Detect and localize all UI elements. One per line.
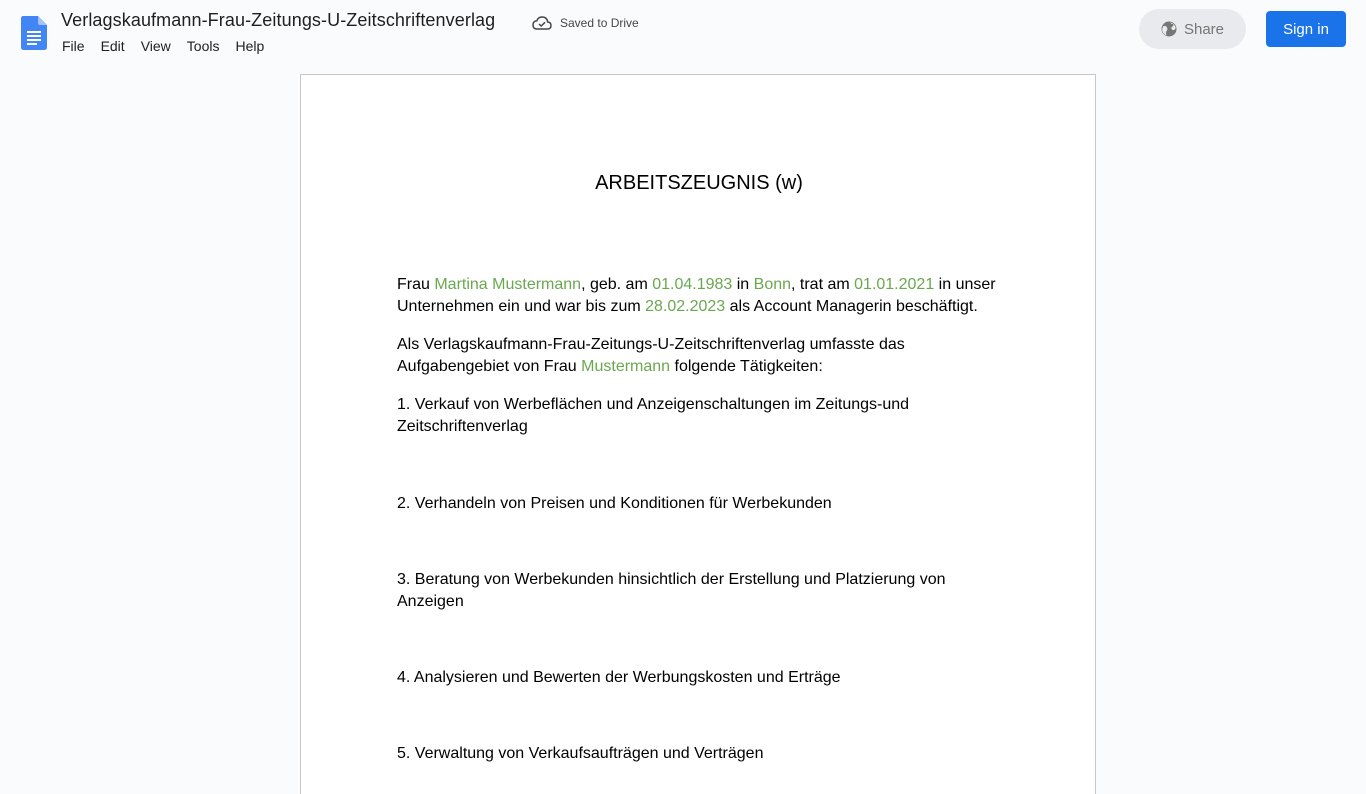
menu-help[interactable]: Help: [235, 38, 265, 54]
google-docs-icon[interactable]: [21, 16, 47, 50]
top-bar: [0, 0, 1366, 64]
intro-text: , geb. am: [581, 276, 653, 293]
menu-file[interactable]: File: [62, 38, 85, 54]
duties-intro-text: folgende Tätigkeiten:: [670, 358, 823, 375]
menu-view[interactable]: View: [140, 38, 171, 54]
duty-item: 3. Beratung von Werbekunden hinsichtlich der Erstellung und Platzierung von Anzeigen: [397, 571, 946, 610]
intro-text: Frau: [397, 276, 435, 293]
duty-item: 5. Verwaltung von Verkaufsaufträgen und Verträgen: [397, 745, 764, 762]
duty-item: 2. Verhandeln von Preisen und Konditionen für Werbekunden: [397, 495, 832, 512]
menu-bar: [54, 35, 272, 57]
intro-text: in unser Unternehmen ein und war bis zum: [397, 276, 996, 315]
share-label: Share: [1183, 20, 1225, 38]
share-button[interactable]: [1139, 9, 1246, 49]
birth-city: Bonn: [753, 276, 792, 293]
start-date: 01.01.2021: [854, 276, 935, 293]
duty-item: 4. Analysieren und Bewerten der Werbungskosten und Erträge: [397, 669, 841, 686]
duties-intro-text: Als Verlagskaufmann-Frau-Zeitungs-U-Zeitschriftenverlag umfasste das Aufgabengebiet von Frau: [397, 336, 905, 375]
duties-intro-paragraph: [397, 334, 1007, 378]
employee-name: Martina Mustermann: [434, 276, 582, 293]
duty-item: 1. Verkauf von Werbeflächen und Anzeigenschaltungen im Zeitungs-und Zeitschriftenverlag: [397, 396, 910, 435]
document-heading: ARBEITSZEUGNIS (w): [595, 172, 803, 194]
menu-tools[interactable]: Tools: [186, 38, 220, 54]
employee-surname: Mustermann: [581, 358, 671, 375]
intro-text: , trat am: [791, 276, 855, 293]
save-status[interactable]: [532, 14, 639, 32]
document-title[interactable]: Verlagskaufmann-Frau-Zeitungs-U-Zeitschriftenverlag: [61, 10, 496, 30]
sign-in-button[interactable]: Sign in: [1266, 11, 1346, 47]
intro-text: in: [732, 276, 754, 293]
end-date: 28.02.2023: [645, 298, 726, 315]
document-page[interactable]: [300, 74, 1096, 794]
menu-edit[interactable]: Edit: [100, 38, 125, 54]
cloud-done-icon: [532, 16, 552, 30]
save-status-label: Saved to Drive: [560, 16, 639, 30]
globe-icon: [1161, 21, 1177, 37]
birth-date: 01.04.1983: [652, 276, 733, 293]
intro-text: als Account Managerin beschäftigt.: [725, 298, 978, 315]
intro-paragraph: [397, 274, 1007, 318]
